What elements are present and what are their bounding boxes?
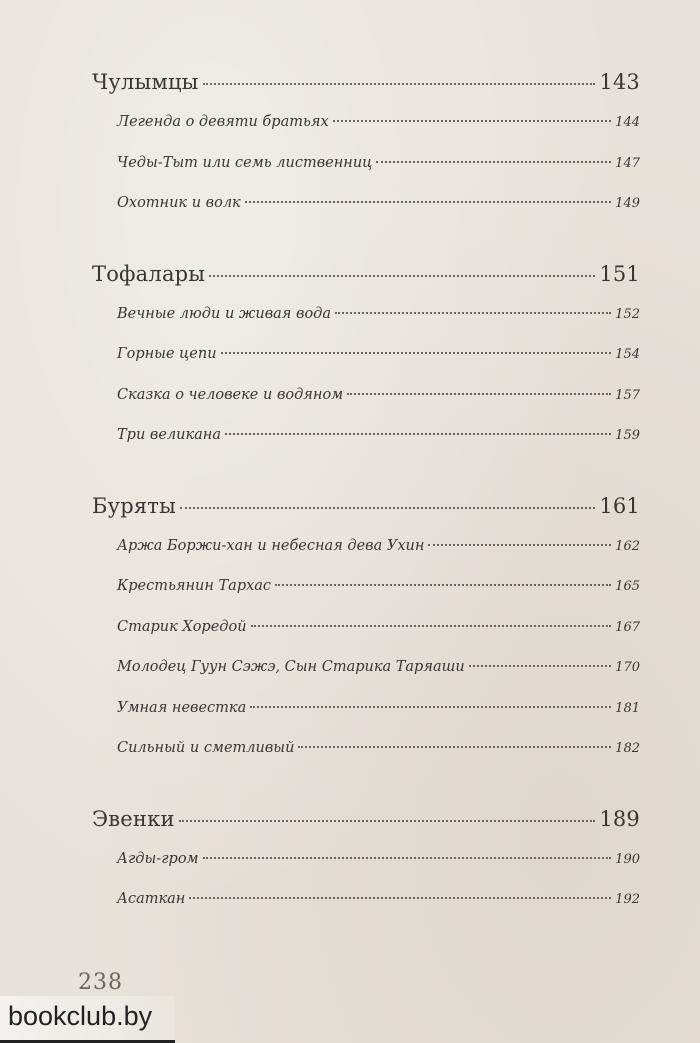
dot-leader bbox=[347, 393, 611, 395]
entry-title: Сильный и сметливый bbox=[117, 740, 295, 756]
page-number: 165 bbox=[615, 579, 640, 594]
page-number: 159 bbox=[615, 428, 640, 443]
page-number: 144 bbox=[615, 115, 640, 130]
dot-leader bbox=[203, 83, 596, 85]
entry-title: Старик Хоредой bbox=[117, 618, 247, 635]
toc-entry bbox=[92, 566, 640, 607]
page-number: 157 bbox=[615, 387, 640, 403]
section-title: Чулымцы bbox=[92, 70, 199, 94]
toc-heading bbox=[92, 62, 640, 102]
page-number: 167 bbox=[615, 619, 640, 635]
dot-leader bbox=[180, 507, 595, 509]
page-number: 181 bbox=[615, 700, 640, 716]
toc-heading bbox=[92, 799, 640, 839]
toc-section-buryaty bbox=[92, 486, 640, 769]
dot-leader bbox=[333, 120, 612, 122]
toc-entry bbox=[92, 143, 640, 184]
page-number: 192 bbox=[615, 892, 640, 907]
section-title: Тофалары bbox=[92, 261, 206, 286]
toc-entry bbox=[92, 415, 640, 456]
page-number: 189 bbox=[599, 806, 640, 831]
dot-leader bbox=[376, 161, 611, 163]
dot-leader bbox=[245, 201, 611, 203]
page-folio: 238 bbox=[78, 970, 123, 995]
entry-title: Три великана bbox=[117, 427, 221, 443]
dot-leader bbox=[275, 584, 611, 586]
toc-entry bbox=[92, 647, 640, 688]
entry-title: Молодец Гуун Сэжэ, Сын Старика Таряаши bbox=[117, 659, 465, 675]
page-number: 161 bbox=[599, 493, 640, 518]
dot-leader bbox=[298, 746, 611, 748]
dot-leader bbox=[209, 275, 595, 277]
toc-heading bbox=[92, 486, 640, 526]
dot-leader bbox=[251, 625, 612, 627]
page-number: 149 bbox=[615, 196, 640, 211]
toc-entry bbox=[92, 102, 640, 143]
entry-title: Агды-гром bbox=[117, 850, 199, 867]
toc-entry bbox=[92, 183, 640, 224]
toc-entry bbox=[92, 728, 640, 769]
entry-title: Чеды-Тыт или семь лиственниц bbox=[117, 154, 373, 171]
page-number: 152 bbox=[615, 306, 640, 322]
entry-title: Сказка о человеке и водяном bbox=[117, 386, 344, 403]
page-number: 143 bbox=[599, 70, 640, 94]
entry-title: Аржа Боржи-хан и небесная дева Ухин bbox=[117, 537, 425, 554]
section-title: Буряты bbox=[92, 493, 177, 518]
entry-title: Асаткан bbox=[117, 891, 186, 907]
entry-title: Охотник и волк bbox=[117, 195, 241, 211]
dot-leader bbox=[428, 544, 611, 546]
toc-entry bbox=[92, 526, 640, 567]
page-number: 147 bbox=[615, 155, 640, 171]
page-number: 182 bbox=[615, 741, 640, 756]
dot-leader bbox=[335, 312, 611, 314]
dot-leader bbox=[469, 665, 612, 667]
page-number: 162 bbox=[615, 538, 640, 554]
dot-leader bbox=[203, 857, 612, 859]
table-of-contents bbox=[92, 62, 640, 950]
entry-title: Вечные люди и живая вода bbox=[117, 305, 332, 322]
entry-title: Легенда о девяти братьях bbox=[117, 114, 329, 130]
page-number: 190 bbox=[615, 851, 640, 867]
dot-leader bbox=[225, 433, 611, 435]
toc-entry bbox=[92, 607, 640, 648]
entry-title: Крестьянин Тархас bbox=[117, 578, 272, 594]
dot-leader bbox=[221, 352, 612, 354]
watermark-logo: bookclub.by bbox=[0, 996, 175, 1043]
toc-entry bbox=[92, 839, 640, 880]
dot-leader bbox=[179, 820, 596, 822]
toc-section-chulymtsy bbox=[92, 62, 640, 224]
section-title: Эвенки bbox=[92, 806, 175, 831]
page-number: 170 bbox=[615, 660, 640, 675]
toc-entry bbox=[92, 334, 640, 375]
entry-title: Умная невестка bbox=[117, 699, 247, 716]
page-number: 154 bbox=[615, 347, 640, 362]
page-number: 151 bbox=[599, 261, 640, 286]
toc-entry bbox=[92, 375, 640, 416]
toc-heading bbox=[92, 254, 640, 294]
toc-entry bbox=[92, 688, 640, 729]
toc-entry bbox=[92, 879, 640, 920]
dot-leader bbox=[189, 897, 611, 899]
toc-section-tofalary bbox=[92, 254, 640, 456]
toc-section-evenki bbox=[92, 799, 640, 920]
entry-title: Горные цепи bbox=[117, 346, 217, 362]
dot-leader bbox=[250, 706, 611, 708]
toc-entry bbox=[92, 294, 640, 335]
